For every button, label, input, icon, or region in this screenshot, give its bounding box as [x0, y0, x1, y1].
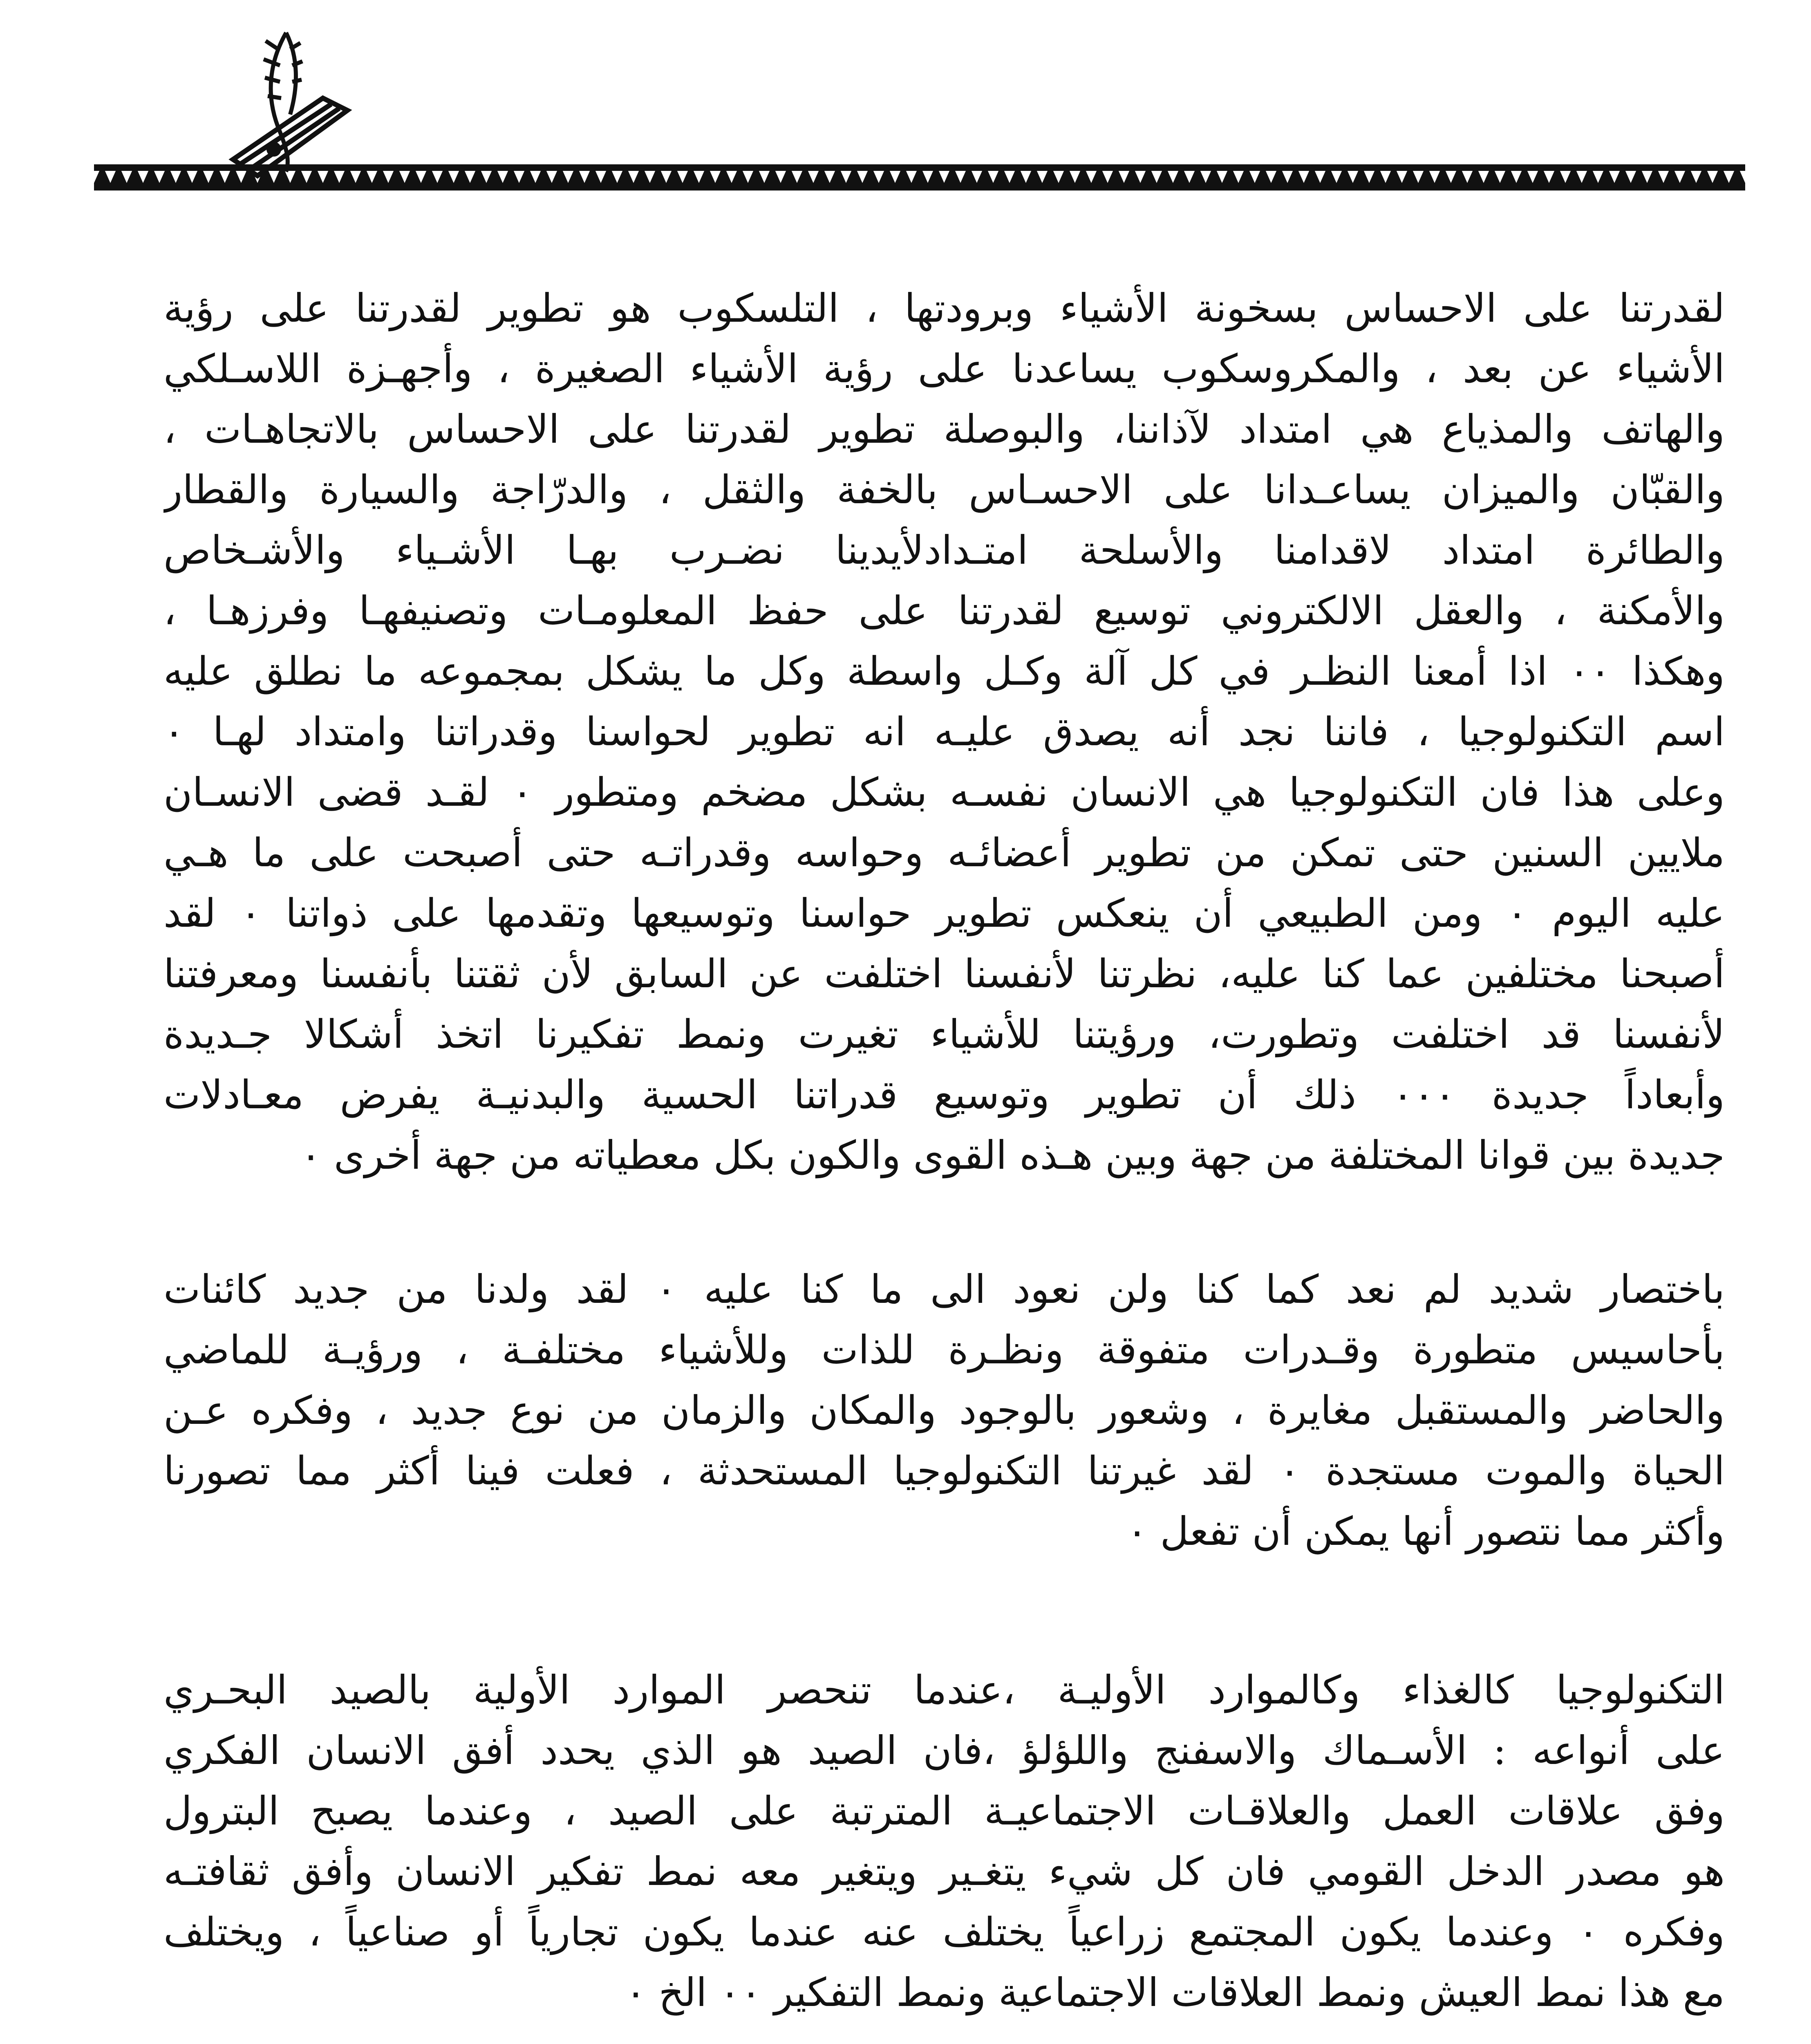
- vine-border: [94, 166, 1745, 189]
- text-line: وأكثر مما نتصور أنها يمكن أن تفعل ٠: [1126, 1508, 1725, 1554]
- text-line: الحياة والموت مستجدة ٠ لقد غيرتنا التكنولوجيا المستحدثة ، فعلت فينا أكثر مما تصورنا: [163, 1448, 1725, 1494]
- text-line: بأحاسيس متطورة وقـدرات متفوقة ونظـرة للذات وللأشياء مختلفـة ، ورؤيـة للماضي: [163, 1327, 1725, 1373]
- text-line: لأنفسنا قد اختلفت وتطورت، ورؤيتنا للأشياء تغيرت ونمط تفكيرنا اتخذ أشكالا جـديدة: [163, 1011, 1725, 1057]
- text-line: والحاضر والمستقبل مغايرة ، وشعور بالوجود والمكان والزمان من نوع جديد ، وفكره عـن: [163, 1387, 1725, 1433]
- text-line: والأمكنة ، والعقل الالكتروني توسيع لقدرتنا على حفظ المعلومـات وتصنيفهـا وفرزهـا ،: [163, 588, 1725, 634]
- paragraph-2: [163, 1259, 1725, 1562]
- text-line: والهاتف والمذياع هي امتداد لآذاننا، والبوصلة تطوير لقدرتنا على الاحساس بالاتجاهـات ،: [163, 406, 1725, 452]
- text-line: لقدرتنا على الاحساس بسخونة الأشياء وبرودتها ، التلسكوب هو تطوير لقدرتنا على رؤية: [163, 285, 1725, 331]
- text-line: جديدة بين قوانا المختلفة من جهة وبين هـذه القوى والكون بكل معطياته من جهة أخرى ٠: [300, 1132, 1725, 1178]
- text-line: وعلى هذا فان التكنولوجيا هي الانسان نفسـه بشكل مضخم ومتطور ٠ لقـد قضى الانسـان: [163, 769, 1725, 815]
- text-line: وهكذا ٠٠ اذا أمعنا النظـر في كل آلة وكـل واسطة وكل ما يشكل بمجموعه ما نطلق عليه: [163, 648, 1725, 694]
- text-line: والطائرة امتداد لاقدامنا والأسلحة امتـدادلأيدينا نضـرب بهـا الأشـياء والأشـخاص: [163, 527, 1725, 573]
- paragraph-3: [163, 1660, 1725, 2023]
- text-line: والقبّان والميزان يساعـدانا على الاحسـاس بالخفة والثقل ، والدرّاجة والسيارة والقطار: [163, 467, 1725, 513]
- text-line: وفق علاقات العمل والعلاقـات الاجتماعيـة المترتبة على الصيد ، وعندما يصبح البترول: [163, 1788, 1725, 1834]
- text-line: مع هذا نمط العيش ونمط العلاقات الاجتماعية ونمط التفكير ٠٠ الخ ٠: [625, 1970, 1725, 2015]
- header-ornament: [94, 25, 1745, 196]
- text-line: الأشياء عن بعد ، والمكروسكوب يساعدنا على رؤية الأشياء الصغيرة ، وأجهـزة اللاسـلكي: [163, 346, 1725, 392]
- text-line: اسم التكنولوجيا ، فاننا نجد أنه يصدق عليـه انه تطوير لحواسنا وقدراتنا وامتداد لهـا ٠: [163, 709, 1725, 755]
- text-line: أصبحنا مختلفين عما كنا عليه، نظرتنا لأنفسنا اختلفت عن السابق لأن ثقتنا بأنفسنا ومعرفتنا: [163, 951, 1725, 997]
- text-line: وأبعاداً جديدة ٠٠٠ ذلك أن تطوير وتوسيع قدراتنا الحسية والبدنيـة يفرض معـادلات: [163, 1072, 1725, 1118]
- text-line: التكنولوجيا كالغذاء وكالموارد الأوليـة ،عندما تنحصر الموارد الأولية بالصيد البحـري: [163, 1667, 1725, 1713]
- text-line: عليه اليوم ٠ ومن الطبيعي أن ينعكس تطوير حواسنا وتوسيعها وتقدمها على ذواتنا ٠ لقد: [163, 890, 1725, 936]
- text-line: ملايين السنين حتى تمكن من تطوير أعضائـه وحواسه وقدراتـه حتى أصبحت على ما هـي: [163, 830, 1725, 876]
- paragraph-1: [163, 278, 1725, 1186]
- text-line: على أنواعه : الأسـماك والاسفنج واللؤلؤ ،فان الصيد هو الذي يحدد أفق الانسان الفكري: [163, 1728, 1725, 1773]
- text-line: باختصار شديد لم نعد كما كنا ولن نعود الى ما كنا عليه ٠ لقد ولدنا من جديد كائنات: [163, 1266, 1725, 1312]
- text-line: هو مصدر الدخل القومي فان كل شيء يتغـير ويتغير معه نمط تفكير الانسان وأفق ثقافتـه: [163, 1849, 1725, 1894]
- text-line: وفكره ٠ وعندما يكون المجتمع زراعياً يختلف عنه عندما يكون تجارياً أو صناعياً ، ويختلف: [163, 1909, 1725, 1955]
